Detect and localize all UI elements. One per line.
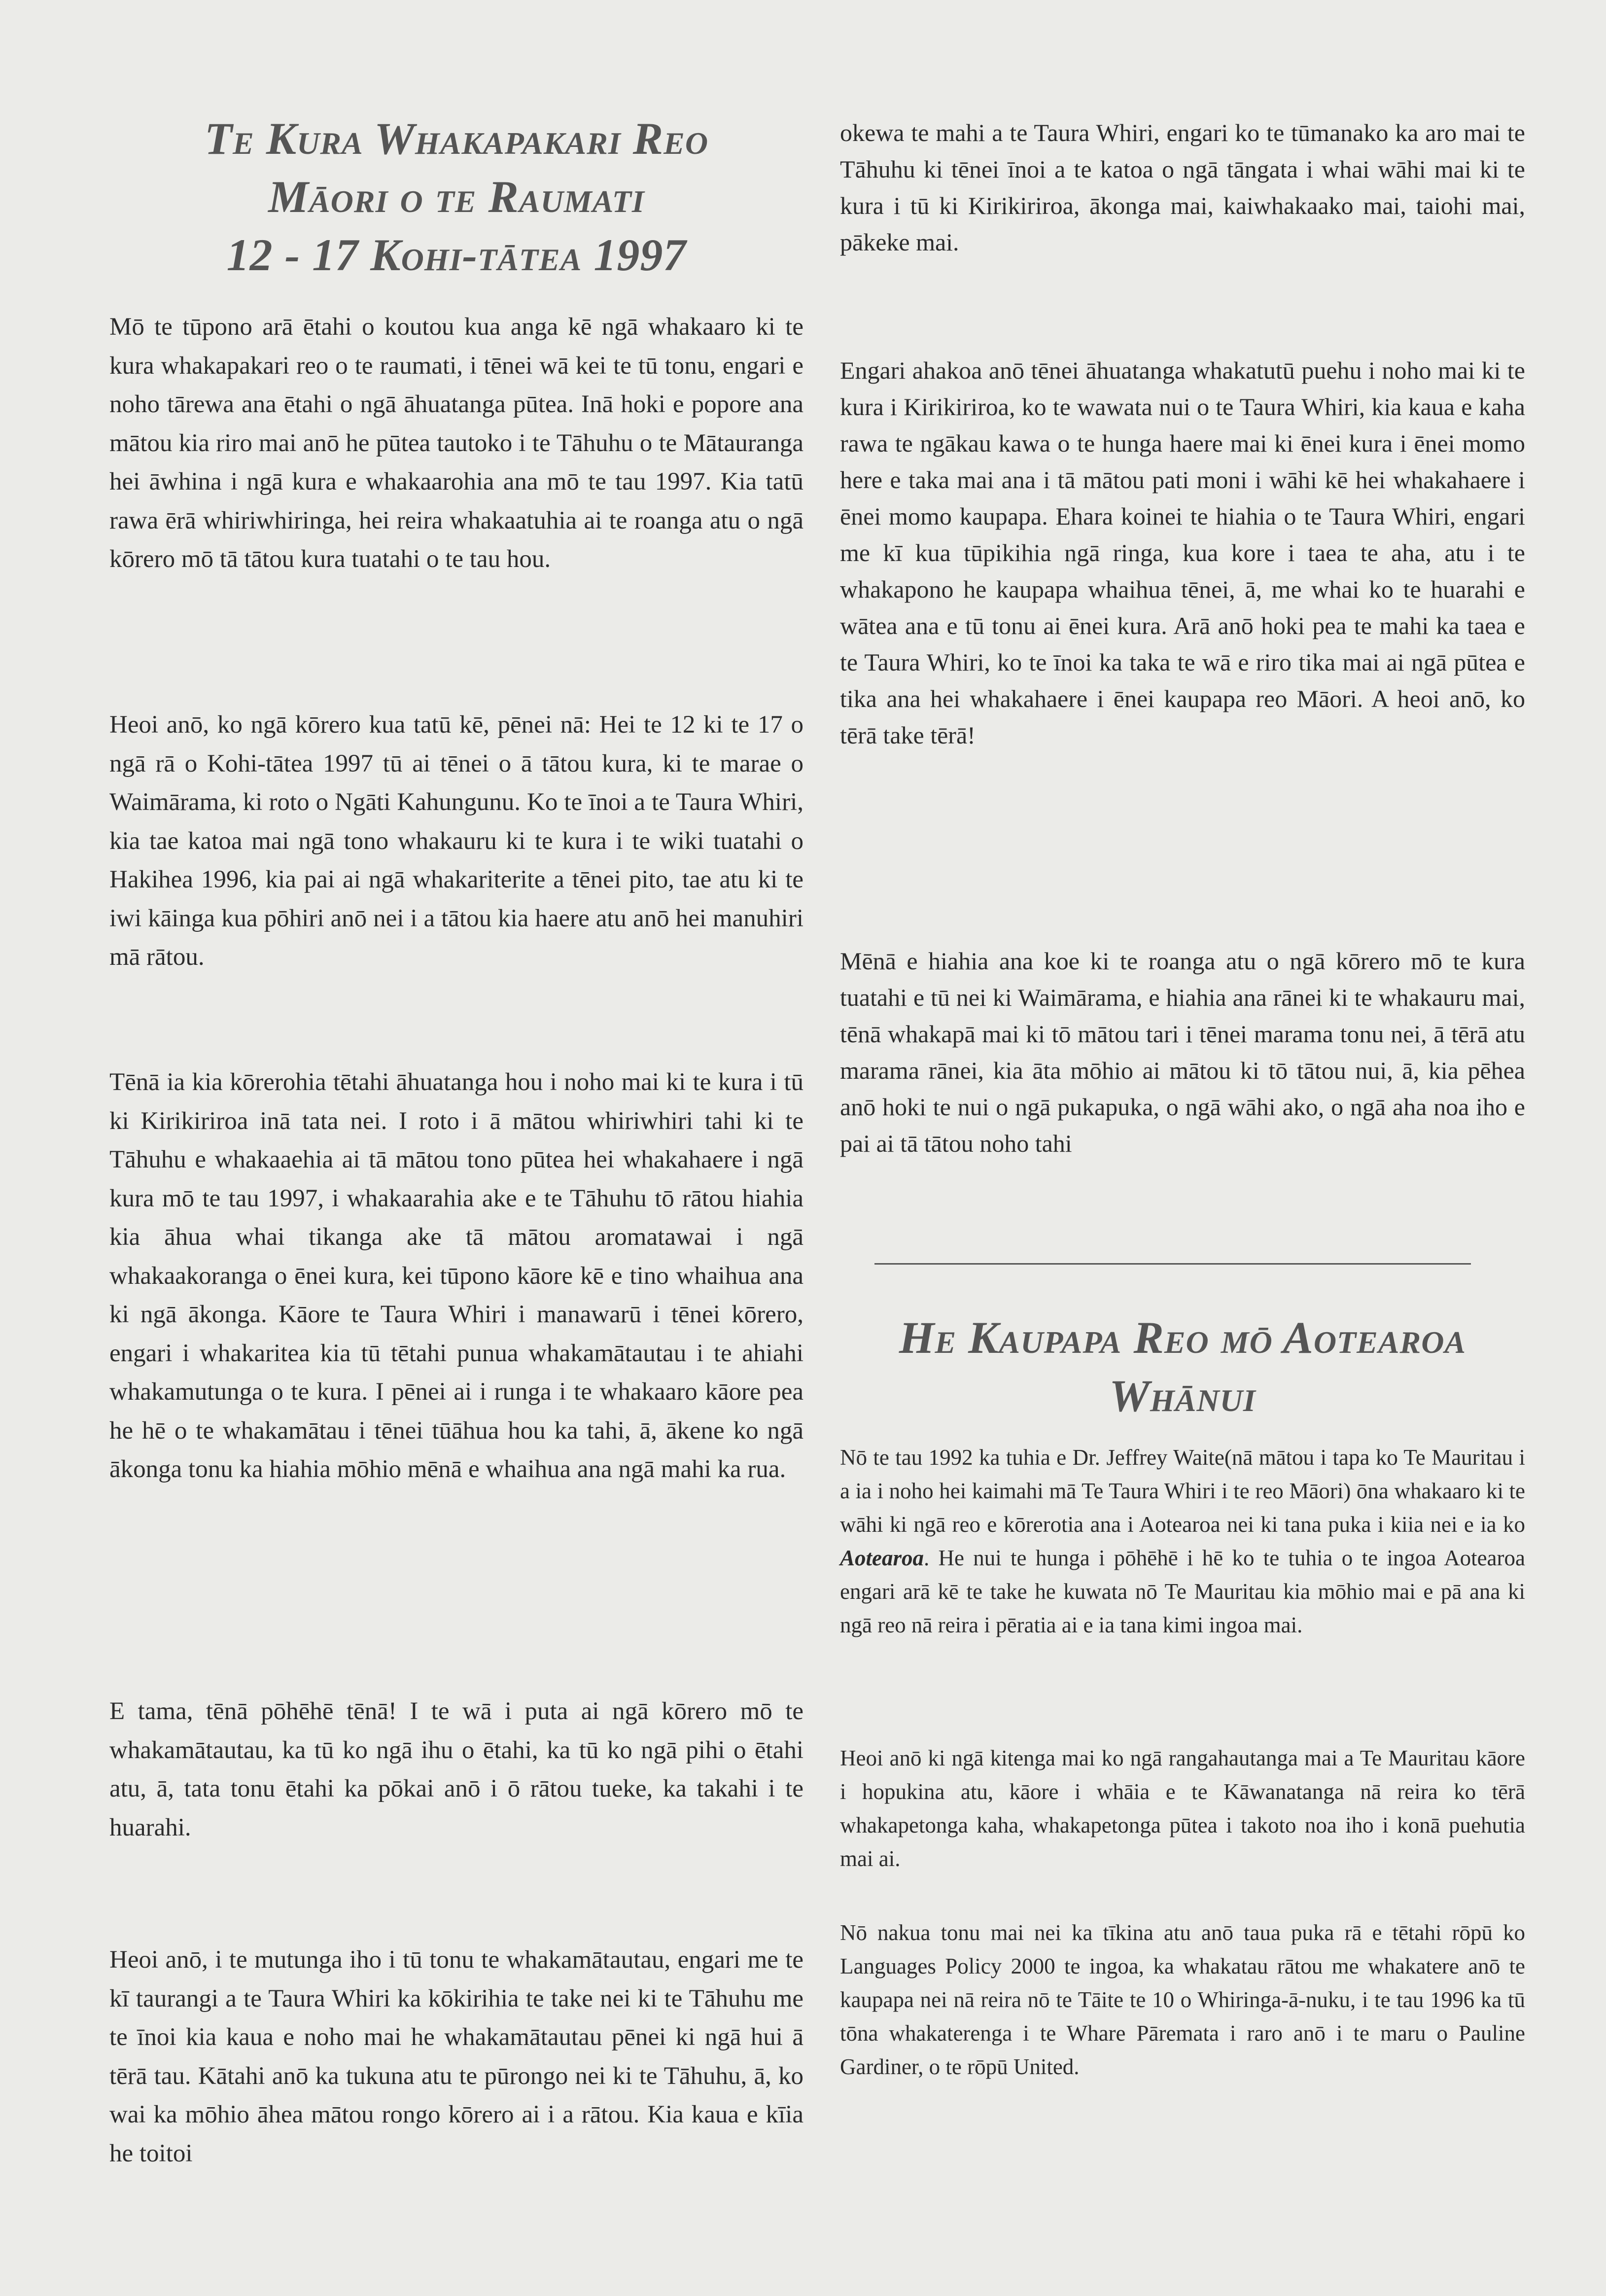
article2-paragraph-3: Nō nakua tonu mai nei ka tīkina atu anō taua puka rā e tētahi rōpū ko Languages Policy 2000 te ingoa, ka whakatau rātou me whakatere anō te kaupapa nei nā reira nō te Tāite te 10 o Whiringa-ā-nuku, i te tau 1996 ka tū tōna whakaterenga i te Whare Pāremata i raro anō i te maru o Pauline Gardiner, o te rōpū United. xyxy=(840,1920,1525,2079)
article1-paragraph-2: Heoi anō, ko ngā kōrero kua tatū kē, pēnei nā: Hei te 12 ki te 17 o ngā rā o Kohi-tātea 1997 tū ai tēnei o ā tātou kura, ki te marae o Waimārama, ki roto o Ngāti Kahungunu. Ko te īnoi a te Taura Whiri, kia tae katoa mai ngā tono whakauru ki te kura i te wiki tuatahi o Hakihea 1996, kia pai ai ngā whakariterite a tēnei pito, tae atu ki te iwi kāinga kua pōhiri anō nei i a tātou kia haere atu anō hei manuhiri mā rātou. xyxy=(109,711,803,971)
article1-title-line: Te Kura Whakapakari Reo xyxy=(204,113,709,164)
book-title: Aotearoa xyxy=(840,1546,924,1570)
article2-title-line: Whānui xyxy=(1109,1371,1256,1421)
article1-paragraph-1: Mō te tūpono arā ētahi o koutou kua anga kē ngā whakaaro ki te kura whakapakari reo o te raumati, i tēnei wā kei te tū tonu, engari e noho tārewa ana ētahi o ngā āhuatanga pūtea. Inā hoki e popore ana mātou kia riro mai anō he pūtea tautoko i te Tāhuhu o te Mātauranga hei āwhina i ngā kura e whakaarohia ana mō te tau 1997. Kia tatū rawa ērā whiriwhiringa, hei reira whakaatuhia ai te roanga atu o ngā kōrero mō tā tātou kura tuatahi o te tau hou. xyxy=(109,313,803,573)
article1-continued-3: Mēnā e hiahia ana koe ki te roanga atu o ngā kōrero mō te kura tuatahi e tū nei ki Waimārama, e hiahia ana rānei ki te whakauru mai, tēnā whakapā mai ki tō mātou tari i tēnei marama tonu nei, ā tērā atu marama rānei, kia āta mōhio ai mātou ki tō tātou nui, ā, kia pēhea anō hoki te nui o ngā pukapuka, o ngā wāhi ako, o ngā aha noa iho e pai ai tā tātou noho tahi xyxy=(840,947,1525,1157)
article1-paragraph-4: E tama, tēnā pōhēhē tēnā! I te wā i puta ai ngā kōrero mō te whakamātautau, ka tū ko ngā ihu o ētahi, ka tū ko ngā pihi o ētahi atu, ā, tata tonu ētahi ka pōkai anō i ō rātou tueke, ka takahi i te huarahi. xyxy=(109,1697,803,1841)
article1-paragraph-5: Heoi anō, i te mutunga iho i tū tonu te whakamātautau, engari me te kī taurangi a te Taura Whiri ka kōkirihia te take nei ki te Tāhuhu me te īnoi kia kaua e noho mai he whakamātautau pēnei ki ngā hui ā tērā tau. Kātahi anō ka tukuna atu te pūrongo nei ki te Tāhuhu, ā, ko wai ka mōhio āhea mātou rongo kōrero ai i a rātou. Kia kaua e kīia he toitoi xyxy=(109,1946,803,2167)
article1-title-line: 12 - 17 Kohi-tātea 1997 xyxy=(226,230,687,280)
article2-paragraph-1 xyxy=(840,1441,1525,1642)
article2-title-line: He Kaupapa Reo mō Aotearoa xyxy=(899,1312,1466,1363)
article2-title xyxy=(840,1308,1525,1425)
article1-paragraph-3: Tēnā ia kia kōrerohia tētahi āhuatanga hou i noho mai ki te kura i tū ki Kirikiriroa inā tata nei. I roto i ā mātou whiriwhiri tahi ki te Tāhuhu e whakaaehia ai tā mātou tono pūtea hei whakahaere i ngā kura mō te tau 1997, i whakaarahia ake e te Tāhuhu tō rātou hiahia kia āhua whai tikanga ake tā mātou aromatawai i ngā whakaakoranga o ēnei kura, kei tūpono kāore kē e tino whaihua ana ki ngā ākonga. Kāore te Taura Whiri i manawarū i tēnei kōrero, engari i whakaritea kia tū tētahi punua whakamātautau i te ahiahi whakamutunga o te kura. I pēnei ai i runga i te whakaaro kāore pea he hē o te whakamātau i tēnei tūāhua hou ka tahi, ā, ākene ko ngā ākonga tonu ka hiahia mōhio mēnā e whaihua ana ngā mahi ka rua. xyxy=(109,1068,803,1483)
article2-paragraph-2: Heoi anō ki ngā kitenga mai ko ngā rangahautanga mai a Te Mauritau kāore i hopukina atu, kāore i whāia e te Kāwanatanga nā reira ko tērā whakapetonga kaha, whakapetonga pūtea i takoto noa iho i konā puehutia mai ai. xyxy=(840,1746,1525,1871)
article2-p1-text-end: . He nui te hunga i pōhēhē i hē ko te tuhia o te ingoa Aotearoa engari arā kē te take he kuwata nō Te Mauritau kia mōhio mai e pā ana ki ngā reo nā reira i pēratia ai e ia tana kimi ingoa mai. xyxy=(840,1546,1525,1637)
article1-title xyxy=(109,109,803,284)
article1-title-line: Māori o te Raumati xyxy=(268,172,645,222)
article2-p1-text: Nō te tau 1992 ka tuhia e Dr. Jeffrey Waite(nā mātou i tapa ko Te Mauritau i a ia i noho hei kaimahi mā Te Taura Whiri i te reo Māori) ōna whakaaro ki te wāhi ki ngā reo e kōrerotia ana i Aotearoa nei ki tana puka i kiia nei e ia ko xyxy=(840,1445,1525,1537)
section-divider xyxy=(874,1263,1471,1265)
article1-continued-1: okewa te mahi a te Taura Whiri, engari ko te tūmanako ka aro mai te Tāhuhu ki tēnei īnoi a te katoa o ngā tāngata i whai wāhi mai ki te kura i tū ki Kirikiriroa, ākonga mai, kaiwhakaako mai, taiohi mai, pākeke mai. xyxy=(840,119,1525,256)
article1-continued-2: Engari ahakoa anō tēnei āhuatanga whakatutū puehu i noho mai ki te kura i Kirikiriroa, ko te wawata nui o te Taura Whiri, kia kaua e kaha rawa te ngākau kawa o te hunga haere mai ki ēnei kura i ēnei momo here e taka mai ana i tā mātou pati moni i wāhi kē hei whakahaere i ēnei momo kaupapa. Ehara koinei te hiahia o te Taura Whiri, engari me kī kua tūpikihia ngā ringa, kua kore i taea te aha, atu i te whakapono he kaupapa whaihua tēnei, ā, me whai ko te huarahi e wātea ana e tū tonu ai ēnei kura. Arā anō hoki pea te mahi ka taea e te Taura Whiri, ko te īnoi ka taka te wā e riro tika mai ai ngā pūtea e tika ana hei whakahaere i ēnei kaupapa reo Māori. A heoi anō, ko tērā take tērā! xyxy=(840,356,1525,749)
